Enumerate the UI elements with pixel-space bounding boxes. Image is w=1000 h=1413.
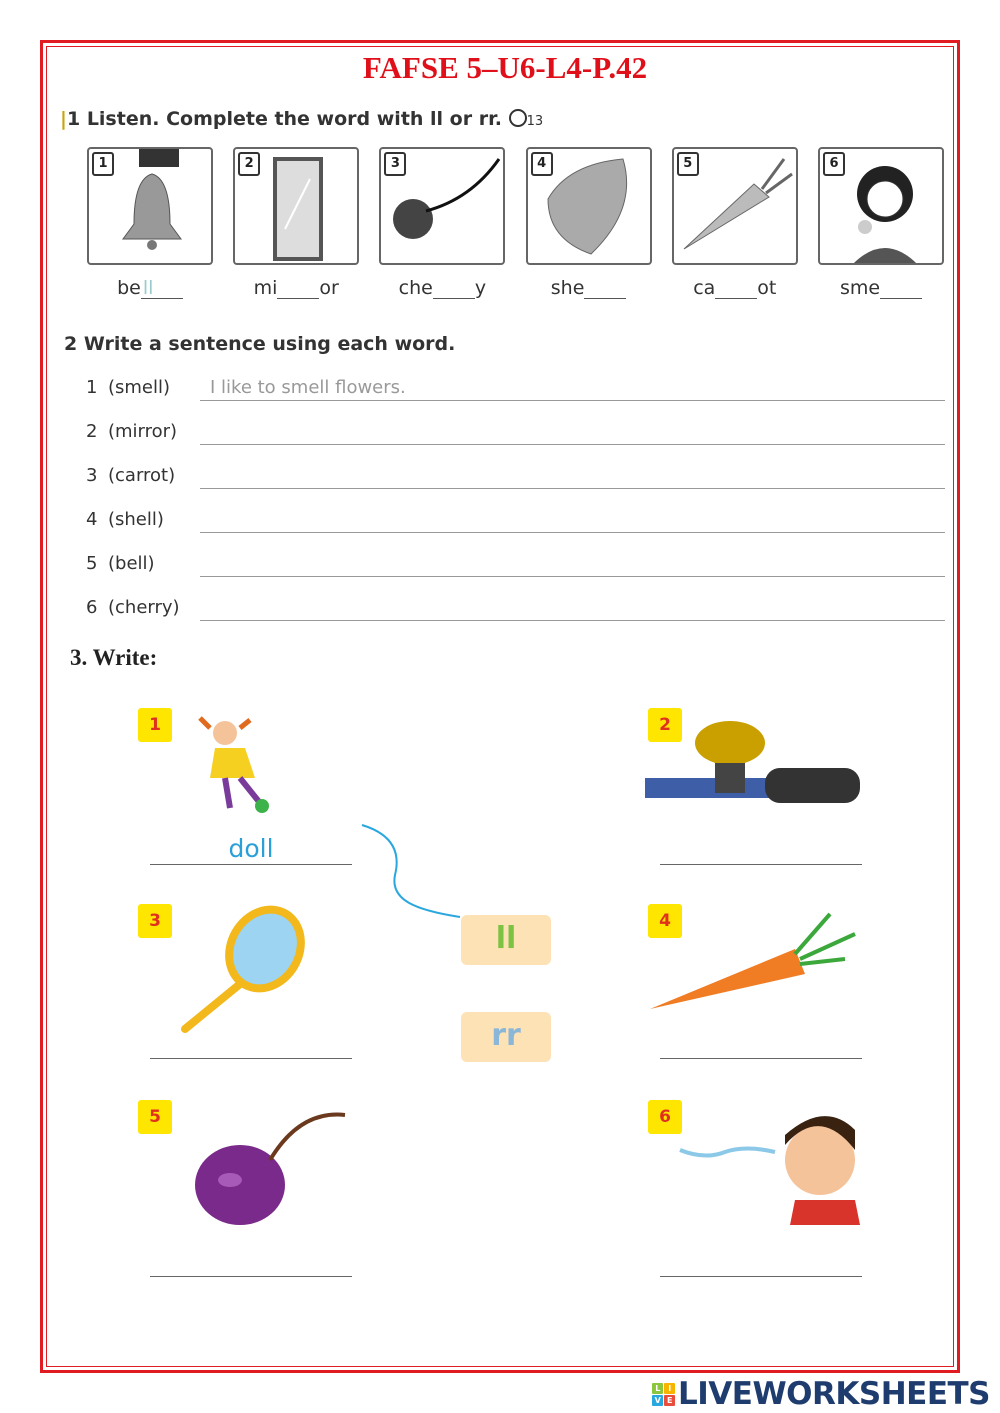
blank-input[interactable] [584, 277, 626, 299]
item-number-badge: 2 [648, 708, 682, 742]
item-number-badge: 1 [138, 708, 172, 742]
exercise-2-heading [64, 333, 455, 355]
liveworksheets-logo [652, 1376, 990, 1412]
item-number-badge: 5 [138, 1100, 172, 1134]
word-end: ot [757, 277, 777, 299]
exercise-3-heading: 3. Write: [70, 645, 158, 670]
picture-card-shell [526, 147, 652, 265]
sentence-input-2[interactable] [200, 421, 945, 445]
sentence-word: (shell) [108, 509, 164, 530]
answer-input-doll[interactable]: doll [150, 834, 352, 865]
word-start: che [398, 277, 433, 299]
option-rr[interactable]: rr [461, 1012, 551, 1062]
exercise-1-heading: |1 Listen. Complete the word with ll or rr. 13 [60, 108, 544, 130]
sentence-word: (carrot) [108, 465, 176, 486]
blank-input[interactable] [277, 277, 319, 299]
logo-letter: I [664, 1383, 675, 1394]
word-start: ca [693, 277, 716, 299]
exercise-number: 2 [64, 333, 78, 355]
word-completion-2 [233, 277, 359, 299]
word-end: y [474, 277, 487, 299]
sentence-number: 2 [86, 421, 98, 442]
answer-input-carrot[interactable] [660, 1028, 862, 1059]
audio-track-number: 13 [526, 114, 544, 129]
blank-input[interactable]: ll [141, 277, 183, 299]
matching-line [355, 815, 470, 925]
sentence-word: (bell) [108, 553, 155, 574]
item-number-badge: 6 [648, 1100, 682, 1134]
item-number: 5 [677, 152, 699, 176]
answer-input-boy-smelling[interactable] [660, 1246, 862, 1277]
sentence-number: 4 [86, 509, 98, 530]
sentence-input-3[interactable] [200, 465, 945, 489]
word-completion-1 [87, 277, 213, 299]
blank-input[interactable] [880, 277, 922, 299]
exercise-instruction: Write a sentence using each word. [83, 333, 456, 355]
page-title: FAFSE 5–U6-L4-P.42 [362, 50, 648, 85]
item-number: 3 [384, 152, 406, 176]
picture-card-mirror [233, 147, 359, 265]
blank-input[interactable] [433, 277, 475, 299]
word-completion-3 [379, 277, 505, 299]
carrot-picture [645, 904, 865, 1034]
sentence-input-6[interactable] [200, 597, 945, 621]
item-number: 1 [92, 152, 114, 176]
sentence-input-4[interactable] [200, 509, 945, 533]
sentence-word: (smell) [108, 377, 171, 398]
item-number: 4 [531, 152, 553, 176]
answer-input-cherry[interactable] [150, 1246, 352, 1277]
picture-card-cherry [379, 147, 505, 265]
item-number-badge: 3 [138, 904, 172, 938]
picture-card-girl-smelling-flower [818, 147, 944, 265]
exercise-number: 1 [66, 108, 81, 130]
item-number-badge: 4 [648, 904, 682, 938]
picture-card-bell [87, 147, 213, 265]
logo-mark [652, 1383, 675, 1406]
logo-text: LIVEWORKSHEETS [678, 1376, 990, 1412]
word-start: be [117, 277, 141, 299]
sentence-number: 5 [86, 553, 98, 574]
word-start: sme [839, 277, 881, 299]
item-number: 6 [823, 152, 845, 176]
word-start: she [550, 277, 585, 299]
option-ll[interactable]: ll [461, 915, 551, 965]
answer-input-bicycle-bell[interactable] [660, 834, 862, 865]
bicycle-bell-picture [645, 708, 865, 838]
word-end: or [319, 277, 339, 299]
sentence-number: 6 [86, 597, 98, 618]
word-start: mi [253, 277, 278, 299]
word-completion-6 [818, 277, 944, 299]
cherry-picture [170, 1100, 390, 1230]
answer-input-hand-mirror[interactable] [150, 1028, 352, 1059]
logo-letter: E [664, 1395, 675, 1406]
sentence-input-1[interactable]: I like to smell flowers. [200, 377, 945, 401]
word-completion-4 [526, 277, 652, 299]
sentence-number: 1 [86, 377, 98, 398]
logo-letter: L [652, 1383, 663, 1394]
sentence-word: (cherry) [108, 597, 180, 618]
blank-input[interactable] [715, 277, 757, 299]
headphones-icon[interactable] [509, 109, 527, 127]
sentence-word: (mirror) [108, 421, 178, 442]
exercise-instruction: Listen. Complete the word with ll or rr. [86, 108, 502, 130]
sentence-number: 3 [86, 465, 98, 486]
picture-card-carrot [672, 147, 798, 265]
logo-letter: V [652, 1395, 663, 1406]
sentence-input-5[interactable] [200, 553, 945, 577]
word-completion-5 [672, 277, 798, 299]
item-number: 2 [238, 152, 260, 176]
boy-smelling-picture [645, 1100, 865, 1230]
